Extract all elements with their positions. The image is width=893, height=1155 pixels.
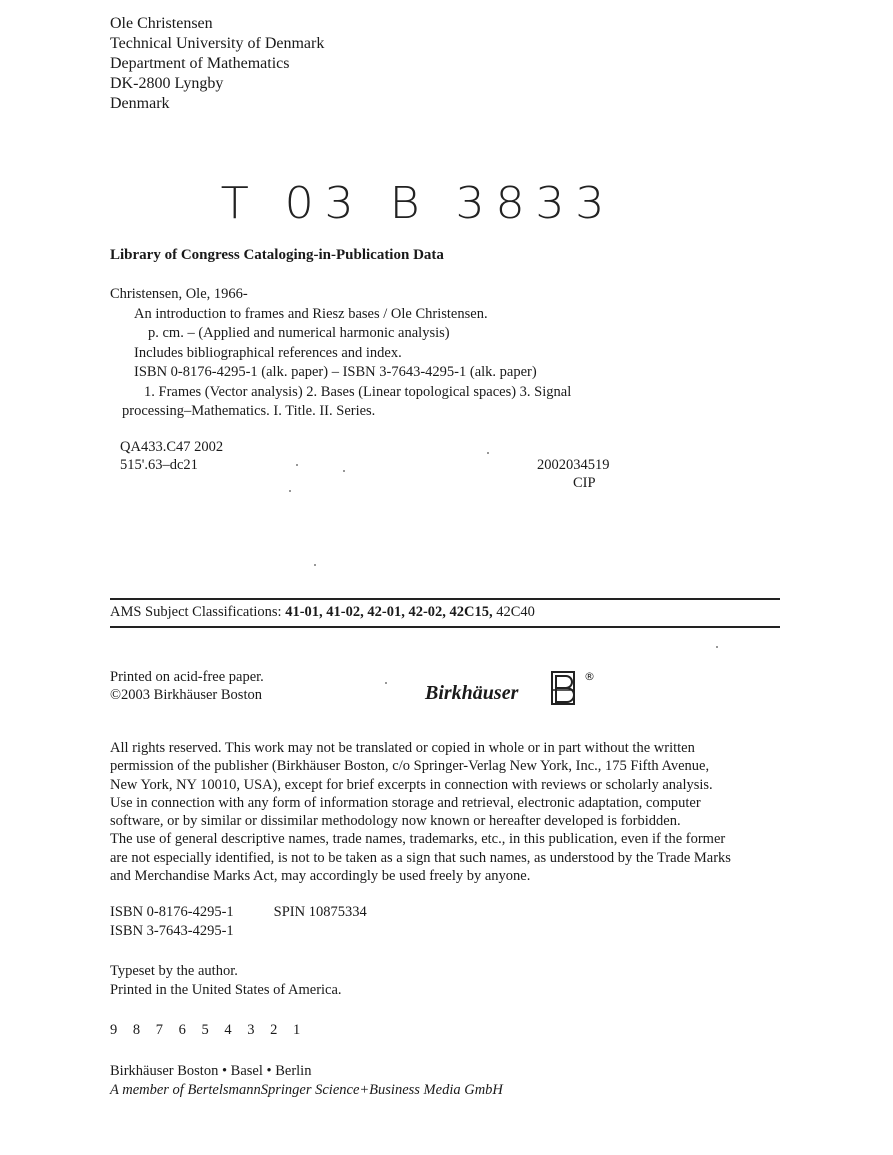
- ams-label: AMS Subject Classifications:: [110, 604, 282, 620]
- rights-line: The use of general descriptive names, trade names, trademarks, etc., in this publication, even if the former: [110, 831, 726, 848]
- publisher-locations: Birkhäuser Boston • Basel • Berlin: [110, 1063, 312, 1079]
- cip-line: processing–Mathematics. I. Title. II. Series.: [122, 403, 376, 419]
- rights-statement: [110, 739, 785, 885]
- birkhauser-logo-icon: [548, 666, 596, 713]
- author-city: DK-2800 Lyngby: [110, 75, 224, 92]
- cip-label: CIP: [572, 475, 596, 491]
- rule-bottom: [110, 626, 780, 628]
- rights-line: New York, NY 10010, USA), except for brief excerpts in connection with reviews or scholarly analysis.: [110, 776, 713, 793]
- rights-line: All rights reserved. This work may not be translated or copied in whole or in part without the written: [110, 740, 695, 756]
- cip-line: Includes bibliographical references and index.: [134, 344, 402, 361]
- paper-copyright: [110, 668, 264, 704]
- scan-speck: [487, 452, 489, 454]
- isbn-2: ISBN 3-7643-4295-1: [110, 923, 234, 939]
- isbn-block: [110, 903, 367, 941]
- scan-speck: [716, 646, 718, 648]
- ams-last-code: 42C40: [496, 604, 535, 620]
- publisher-block: [110, 1062, 503, 1100]
- call-number: QA433.C47 2002: [120, 439, 224, 455]
- scan-speck: [289, 490, 291, 492]
- scan-speck: [385, 682, 387, 684]
- acid-free-note: Printed on acid-free paper.: [110, 669, 264, 685]
- author-address: [110, 14, 324, 114]
- rights-line: permission of the publisher (Birkhäuser Boston, c/o Springer-Verlag New York, Inc., 175 Fifth Avenue,: [110, 758, 710, 775]
- copyright-line: ©2003 Birkhäuser Boston: [110, 687, 262, 703]
- rights-line: are not especially identified, is not to be taken as a sign that such names, as understood by the Trade Marks: [110, 849, 731, 866]
- author-institution: Technical University of Denmark: [110, 35, 325, 52]
- rule-top: [110, 598, 780, 600]
- ams-classifications: [110, 604, 535, 621]
- isbn-1: ISBN 0-8176-4295-1: [110, 904, 234, 920]
- cip-line: p. cm. – (Applied and numerical harmonic analysis): [148, 325, 450, 341]
- handwritten-code: T 03 B 3833: [220, 178, 616, 229]
- cip-record: [110, 285, 571, 422]
- spin-number: SPIN 10875334: [273, 904, 367, 920]
- author-name: Ole Christensen: [110, 15, 213, 32]
- cip-line: An introduction to frames and Riesz bases / Ole Christensen.: [134, 305, 488, 322]
- cip-line: ISBN 0-8176-4295-1 (alk. paper) – ISBN 3-7643-4295-1 (alk. paper): [134, 364, 537, 380]
- scan-speck: [314, 564, 316, 566]
- call-number-block: [120, 438, 223, 474]
- ams-codes: 41-01, 41-02, 42-01, 42-02, 42C15,: [285, 604, 493, 620]
- typeset-block: [110, 962, 342, 1000]
- publisher-brand: Birkhäuser: [425, 682, 519, 704]
- rights-line: and Merchandise Marks Act, may accordingly be used freely by anyone.: [110, 868, 531, 885]
- cip-line: Christensen, Ole, 1966-: [110, 286, 248, 302]
- printer-key: 9 8 7 6 5 4 3 2 1: [110, 1022, 307, 1038]
- scan-speck: [296, 464, 298, 466]
- cip-line: 1. Frames (Vector analysis) 2. Bases (Linear topological spaces) 3. Signal: [144, 383, 572, 400]
- author-country: Denmark: [110, 95, 170, 112]
- scan-speck: [343, 470, 345, 472]
- author-department: Department of Mathematics: [110, 55, 290, 72]
- publisher-member: A member of BertelsmannSpringer Science+Business Media GmbH: [110, 1082, 503, 1098]
- lccn: 2002034519: [537, 457, 610, 473]
- rights-line: software, or by similar or dissimilar methodology now known or hereafter developed is forbidden.: [110, 813, 681, 830]
- lccn-block: [537, 456, 610, 492]
- cip-heading: Library of Congress Cataloging-in-Publication Data: [110, 247, 444, 263]
- registered-mark: ®: [584, 670, 595, 683]
- rights-line: Use in connection with any form of information storage and retrieval, electronic adaptation, computer: [110, 794, 701, 811]
- dewey-number: 515'.63–dc21: [120, 457, 198, 473]
- printed-line: Printed in the United States of America.: [110, 982, 342, 998]
- typeset-line: Typeset by the author.: [110, 963, 238, 979]
